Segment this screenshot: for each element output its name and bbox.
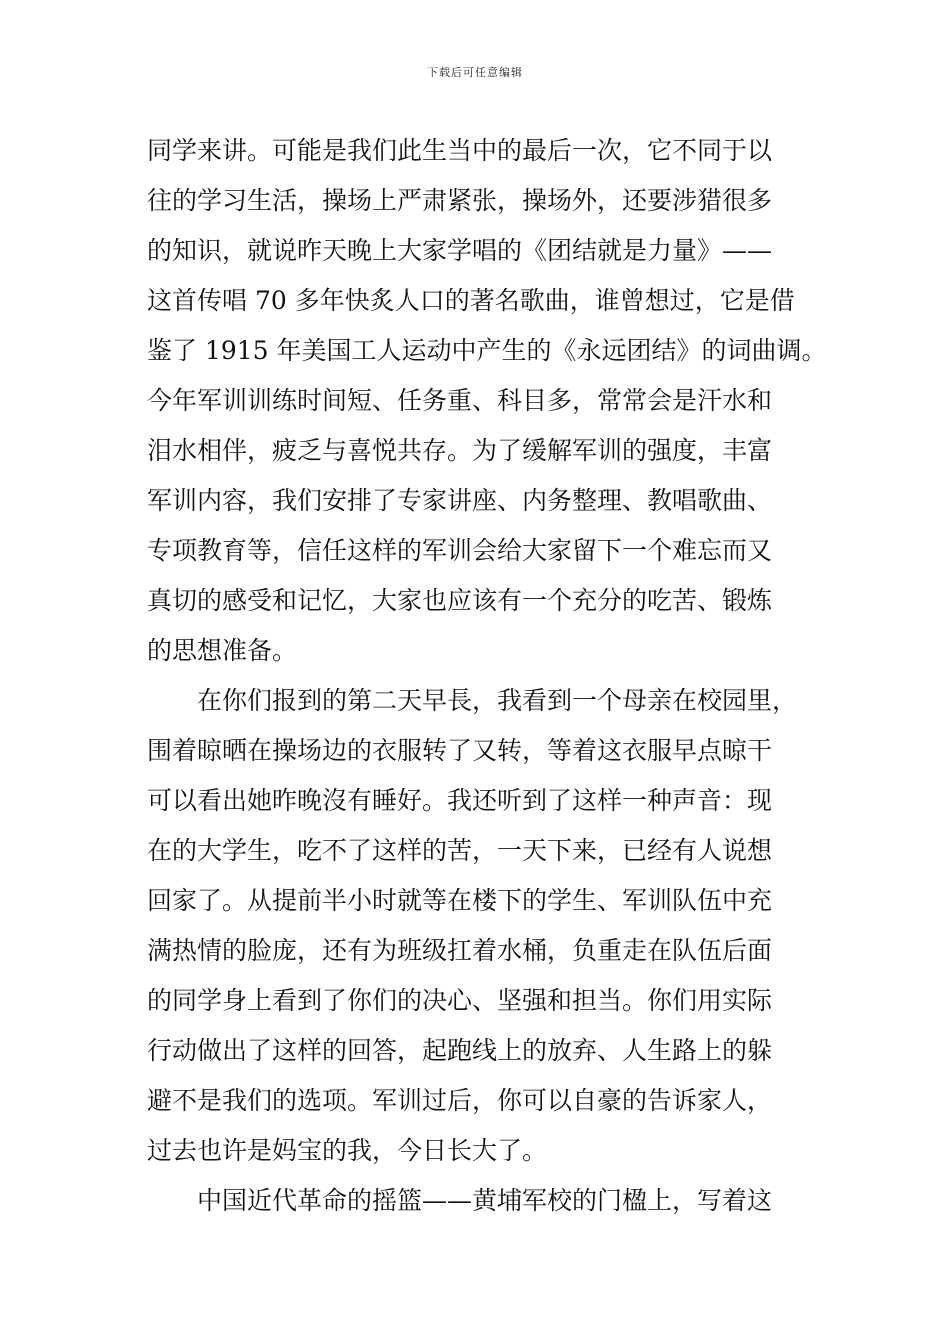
text-line: 今年军训训练时间短、任务重、科目多，常常会是汗水和 xyxy=(147,386,773,415)
text-line: 过去也许是妈宝的我，今日长大了。 xyxy=(147,1136,548,1165)
document-body xyxy=(147,126,827,1226)
text-line: 的知识，就说昨天晚上大家学唱的《团结就是力量》—— xyxy=(147,236,773,265)
text-line: 可以看出她昨晚沒有睡好。我还听到了这样一种声音：现 xyxy=(147,786,773,815)
page-header: 下载后可任意编辑 xyxy=(427,66,523,79)
text-line: 中国近代革命的摇篮——黄埔军校的门楹上，写着这 xyxy=(197,1186,773,1215)
text-line: 在你们报到的第二天早長，我看到一个母亲在校园里， xyxy=(197,686,798,715)
text-line: 真切的感受和记忆，大家也应该有一个充分的吃苦、锻炼 xyxy=(147,586,773,615)
paragraph xyxy=(147,126,827,676)
text-line: 在的大学生，吃不了这样的苦，一天下来，已经有人说想 xyxy=(147,836,773,865)
paragraph xyxy=(147,676,827,1176)
text-line: 军训内容，我们安排了专家讲座、内务整理、教唱歌曲、 xyxy=(147,486,773,515)
text-line: 围着晾晒在操场边的衣服转了又转，等着这衣服早点晾干 xyxy=(147,736,773,765)
paragraph xyxy=(147,1176,827,1226)
text-line: 行动做出了这样的回答，起跑线上的放弃、人生路上的躲 xyxy=(147,1036,773,1065)
text-line: 的思想准备。 xyxy=(147,636,298,665)
text-line: 避不是我们的选项。军训过后，你可以自豪的告诉家人， xyxy=(147,1086,773,1115)
text-line: 同学来讲。可能是我们此生当中的最后一次，它不同于以 xyxy=(147,136,773,165)
text-line: 这首传唱 70 多年快炙人口的著名歌曲，谁曾想过，它是借 xyxy=(147,286,795,315)
text-line: 往的学习生活，操场上严肃紧张，操场外，还要涉猎很多 xyxy=(147,186,773,215)
text-line: 鉴了 1915 年美国工人运动中产生的《永远团结》的词曲调。 xyxy=(147,336,827,365)
text-line: 满热情的脸庞，还有为班级扛着水桶，负重走在队伍后面 xyxy=(147,936,773,965)
text-line: 回家了。从提前半小时就等在楼下的学生、军训队伍中充 xyxy=(147,886,773,915)
text-line: 的同学身上看到了你们的决心、坚强和担当。你们用实际 xyxy=(147,986,773,1015)
text-line: 专项教育等，信任这样的军训会给大家留下一个难忘而又 xyxy=(147,536,773,565)
text-line: 泪水相伴，疲乏与喜悦共存。为了缓解军训的强度，丰富 xyxy=(147,436,773,465)
